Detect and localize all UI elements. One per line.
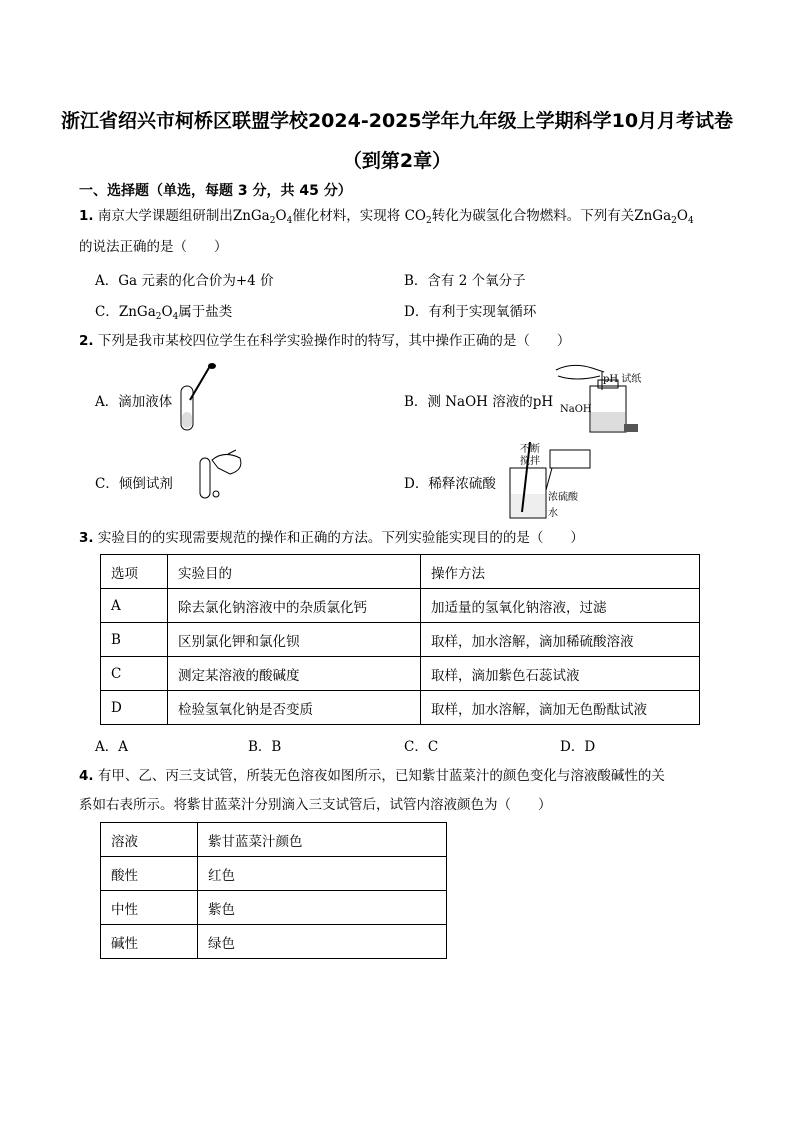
question-3: 3. 实验目的的实现需要规范的操作和正确的方法。下列实验能实现目的的是（ ） bbox=[79, 530, 584, 546]
pouring-reagent-figure bbox=[190, 446, 250, 506]
page-subtitle: （到第2章） bbox=[342, 150, 452, 172]
table-row: A 除去氯化钠溶液中的杂质氯化钙 加适量的氢氧化钠溶液，过滤 bbox=[101, 589, 700, 623]
q4-table bbox=[100, 822, 447, 959]
section-heading: 一、选择题（单选，每题 3 分，共 45 分） bbox=[79, 183, 352, 199]
table-row: C 测定某溶液的酸碱度 取样，滴加紫色石蕊试液 bbox=[101, 657, 700, 691]
acid-label: 浓硫酸 bbox=[548, 492, 578, 503]
q2-option-d[interactable]: D．稀释浓硫酸 bbox=[404, 476, 496, 492]
page-title: 浙江省绍兴市柯桥区联盟学校2024-2025学年九年级上学期科学10月月考试卷 bbox=[60, 110, 734, 132]
q3-table bbox=[100, 554, 700, 725]
table-row: 碱性 绿色 bbox=[101, 925, 447, 959]
q1-option-b[interactable]: B．含有 2 个氧分子 bbox=[404, 273, 526, 289]
q3-option-d[interactable]: D．D bbox=[560, 739, 596, 755]
q1-option-c[interactable]: C．$ZnGa_2O_4$属于盐类 bbox=[95, 304, 233, 322]
question-1-line2: 的说法正确的是（ ） bbox=[79, 239, 228, 255]
q2-option-b[interactable]: B．测 NaOH 溶液的pH bbox=[404, 394, 554, 410]
question-4-line2: 系如右表所示。将紫甘蓝菜汁分别滴入三支试管后，试管内溶液颜色为（ ） bbox=[79, 797, 552, 813]
question-number: 1. bbox=[79, 208, 94, 224]
table-row: B 区别氯化钾和氯化钡 取样，加水溶解，滴加稀硫酸溶液 bbox=[101, 623, 700, 657]
q3-option-a[interactable]: A．A bbox=[95, 739, 128, 755]
q3-option-c[interactable]: C．C bbox=[404, 739, 439, 755]
stir-label-1: 不断 bbox=[520, 444, 540, 455]
q2-option-c[interactable]: C．倾倒试剂 bbox=[95, 476, 173, 492]
table-row: 溶液 紫甘蓝菜汁颜色 bbox=[101, 823, 447, 857]
dropper-test-tube-figure bbox=[172, 362, 222, 436]
table-row: D 检验氢氧化钠是否变质 取样，加水溶解，滴加无色酚酞试液 bbox=[101, 691, 700, 725]
question-4-line1: 4. 有甲、乙、丙三支试管，所装无色溶夜如图所示，已知紫甘蓝菜汁的颜色变化与溶液酸碱性的关 bbox=[79, 768, 665, 784]
table-row: 中性 紫色 bbox=[101, 891, 447, 925]
naoh-label: NaOH bbox=[560, 404, 592, 415]
stir-label-2: 搅拌 bbox=[520, 456, 540, 467]
ph-paper-label: pH 试纸 bbox=[603, 374, 642, 385]
q1-option-d[interactable]: D．有利于实现氧循环 bbox=[404, 304, 537, 320]
question-2: 2. 下列是我市某校四位学生在科学实验操作时的特写，其中操作正确的是（ ） bbox=[79, 333, 571, 349]
q2-option-a[interactable]: A．滴加液体 bbox=[95, 394, 173, 410]
question-1-line1: 1. 南京大学课题组研制出$ZnGa_2O_4$催化材料，实现将 $CO_2$转化为碳氢化合物燃料。下列有关$ZnGa_2O_4$ bbox=[79, 208, 694, 226]
water-label: 水 bbox=[548, 508, 558, 519]
table-row: 酸性 红色 bbox=[101, 857, 447, 891]
q3-option-b[interactable]: B．B bbox=[248, 739, 282, 755]
q1-option-a[interactable]: A．Ga 元素的化合价为+4 价 bbox=[95, 273, 274, 289]
table-header-row: 选项 实验目的 操作方法 bbox=[101, 555, 700, 589]
